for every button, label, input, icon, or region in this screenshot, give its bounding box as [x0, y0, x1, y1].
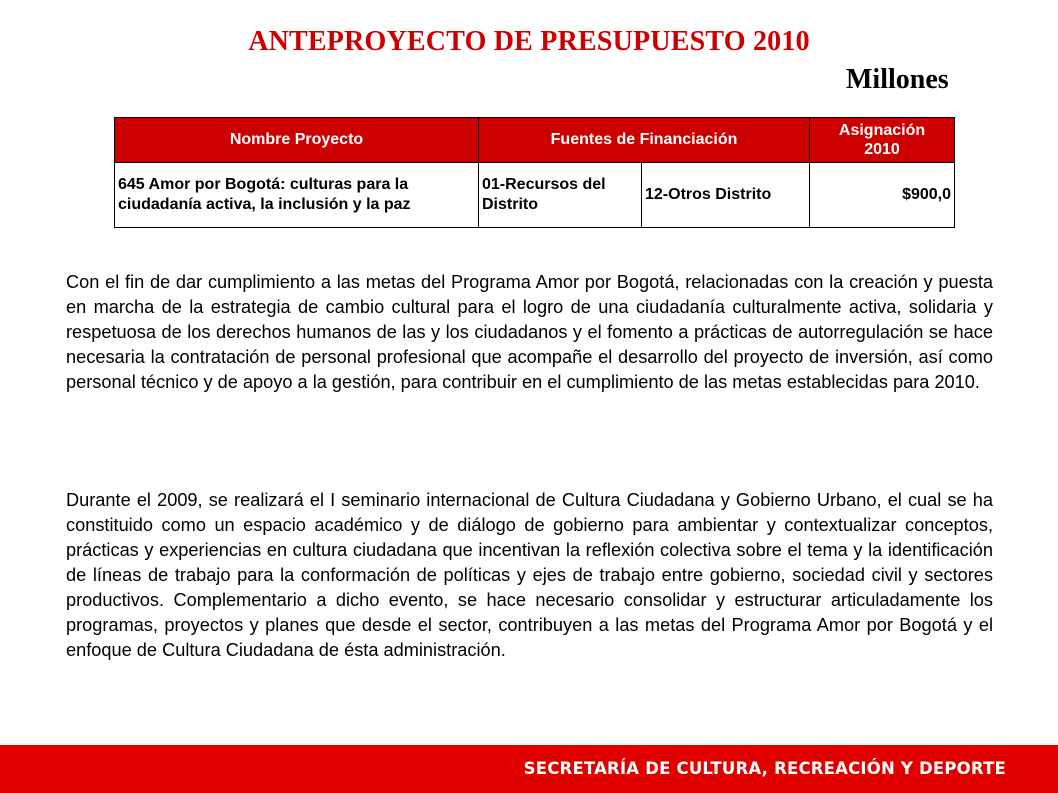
footer-bar [0, 745, 1058, 793]
footer-text: SECRETARÍA DE CULTURA, RECREACIÓN Y DEPORTE [523, 759, 1006, 778]
header-allocation-line1: Asignación [838, 122, 926, 139]
project-name-line1: 645 Amor por Bogotá: culturas para la [118, 176, 409, 193]
table-row [115, 163, 955, 228]
funding-source-2: 12-Otros Distrito [642, 163, 810, 228]
header-allocation [810, 118, 955, 163]
header-allocation-line2: 2010 [864, 141, 900, 158]
project-name-line2: ciudadanía activa, la inclusión y la paz [118, 196, 411, 213]
header-funding: Fuentes de Financiación [479, 118, 810, 163]
funding-source-1 [479, 163, 642, 228]
units-label: Millones [846, 64, 949, 95]
allocation-amount: $900,0 [810, 163, 955, 228]
paragraph-2: Durante el 2009, se realizará el I seminario internacional de Cultura Ciudadana y Gobierno Urbano, el cual se ha constituido como un espacio académico y de diálogo de gobierno para ambientar y contextualizar conceptos, prácticas y experiencias en cultura ciudadana que incentivan la reflexión colectiva sobre el tema y la identificación de líneas de trabajo para la conformación de políticas y ejes de trabajo entre gobierno, sociedad civil y sectores productivos. Complementario a dicho evento, se hace necesario consolidar y estructurar articuladamente los programas, proyectos y planes que desde el sector, contribuyen a las metas del Programa Amor por Bogotá y el enfoque de Cultura Ciudadana de ésta administración. [66, 490, 993, 660]
funding-source-1-line2: Distrito [482, 196, 538, 213]
paragraph-1: Con el fin de dar cumplimiento a las metas del Programa Amor por Bogotá, relacionadas con la creación y puesta en marcha de la estrategia de cambio cultural para el logro de una ciudadanía culturalmente activa, solidaria y respetuosa de los derechos humanos de las y los ciudadanos y el fomento a prácticas de autorregulación se hace necesaria la contratación de personal profesional que acompañe el desarrollo del proyecto de inversión, así como personal técnico y de apoyo a la gestión, para contribuir en el cumplimiento de las metas establecidas para 2010. [66, 272, 993, 392]
project-name-cell [115, 163, 479, 228]
table-header-row [115, 118, 955, 163]
funding-source-1-line1: 01-Recursos del [482, 176, 606, 193]
page-title: ANTEPROYECTO DE PRESUPUESTO 2010 [248, 26, 810, 57]
header-project: Nombre Proyecto [115, 118, 479, 163]
budget-table [114, 117, 955, 228]
